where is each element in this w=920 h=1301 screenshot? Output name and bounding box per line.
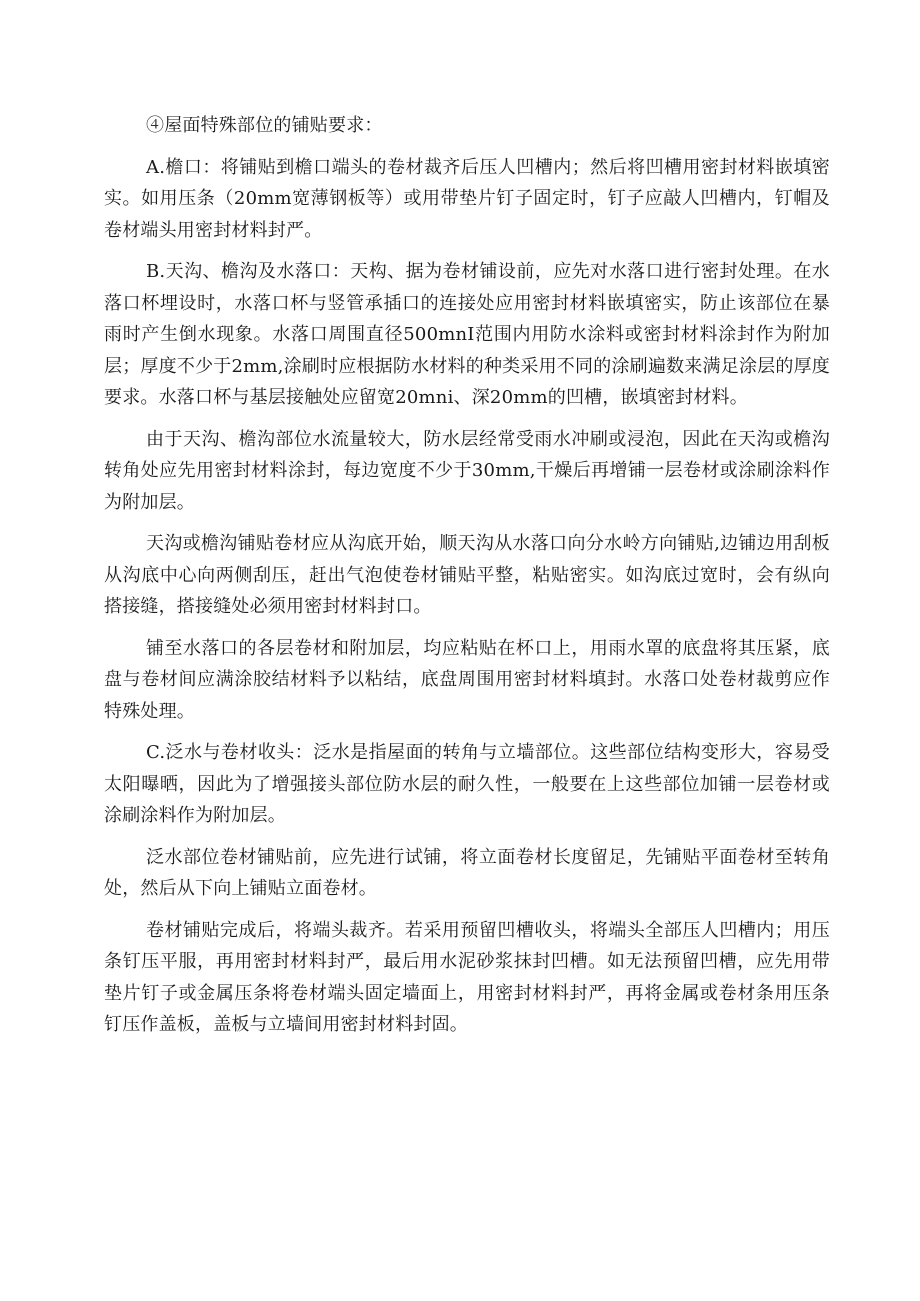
paragraph-gutter-laying: 天沟或檐沟铺贴卷材应从沟底开始，顺天沟从水落口向分水岭方向铺贴,边铺边用刮板从沟底中心向两侧刮压，赶出气泡使卷材铺贴平整，粘贴密实。如沟底过宽时，会有纵向搭接缝，搭接缝处必须用密封材料封口。 — [104, 533, 830, 617]
paragraph-eaves: A.檐口：将铺贴到檐口端头的卷材裁齐后压人凹槽内；然后将凹槽用密封材料嵌填密实。如用压条（20mm宽薄钢板等）或用带垫片钉子固定时，钉子应敲人凹槽内，钉帽及卷材端头用密封材料封严。 — [104, 156, 830, 241]
paragraph-termination: 卷材铺贴完成后，将端头裁齐。若采用预留凹槽收头，将端头全部压人凹槽内；用压条钉压平服，再用密封材料封严，最后用水泥砂浆抹封凹槽。如无法预留凹槽，应先用带垫片钉子或金属压条将卷材端头固定墙面上，用密封材料封严，再将金属或卷材条用压条钉压作盖板，盖板与立墙间用密封材料封固。 — [104, 919, 830, 1035]
paragraph-heading-special-parts: ④屋面特殊部位的铺贴要求： — [146, 115, 383, 136]
paragraph-flashing: C.泛水与卷材收头：泛水是指屋面的转角与立墙部位。这些部位结构变形大，容易受太阳曝晒，因此为了增强接头部位防水层的耐久性，一般要在上这些部位加铺一层卷材或涂刷涂料作为附加层。 — [104, 742, 830, 826]
paragraph-gutter-corner: 由于天沟、檐沟部位水流量较大，防水层经常受雨水冲刷或浸泡，因此在天沟或檐沟转角处应先用密封材料涂封，每边宽度不少于30mm,干燥后再增铺一层卷材或涂刷涂料作为附加层。 — [104, 428, 830, 513]
paragraph-gutter-outlet: B.天沟、檐沟及水落口：天构、据为卷材铺设前，应先对水落口进行密封处理。在水落口杯埋设时，水落口杯与竖管承插口的连接处应用密封材料嵌填密实，防止该部位在暴雨时产生倒水现象。水落口周围直径500mnI范围内用防水涂料或密封材料涂封作为附加层；厚度不少于2mm,涂刷时应根据防水材料的种类采用不同的涂刷遍数来满足涂层的厚度要求。水落口杯与基层接触处应留宽20mni、深20mm的凹槽，嵌填密封材料。 — [104, 261, 830, 408]
paragraph-outlet-layers: 铺至水落口的各层卷材和附加层，均应粘贴在杯口上，用雨水罩的底盘将其压紧，底盘与卷材间应满涂胶结材料予以粘结，底盘周围用密封材料填封。水落口处卷材裁剪应作特殊处理。 — [104, 637, 830, 722]
paragraph-flashing-trial: 泛水部位卷材铺贴前，应先进行试铺，将立面卷材长度留足，先铺贴平面卷材至转角处，然后从下向上铺贴立面卷材。 — [104, 846, 830, 899]
document-body — [104, 110, 830, 1051]
